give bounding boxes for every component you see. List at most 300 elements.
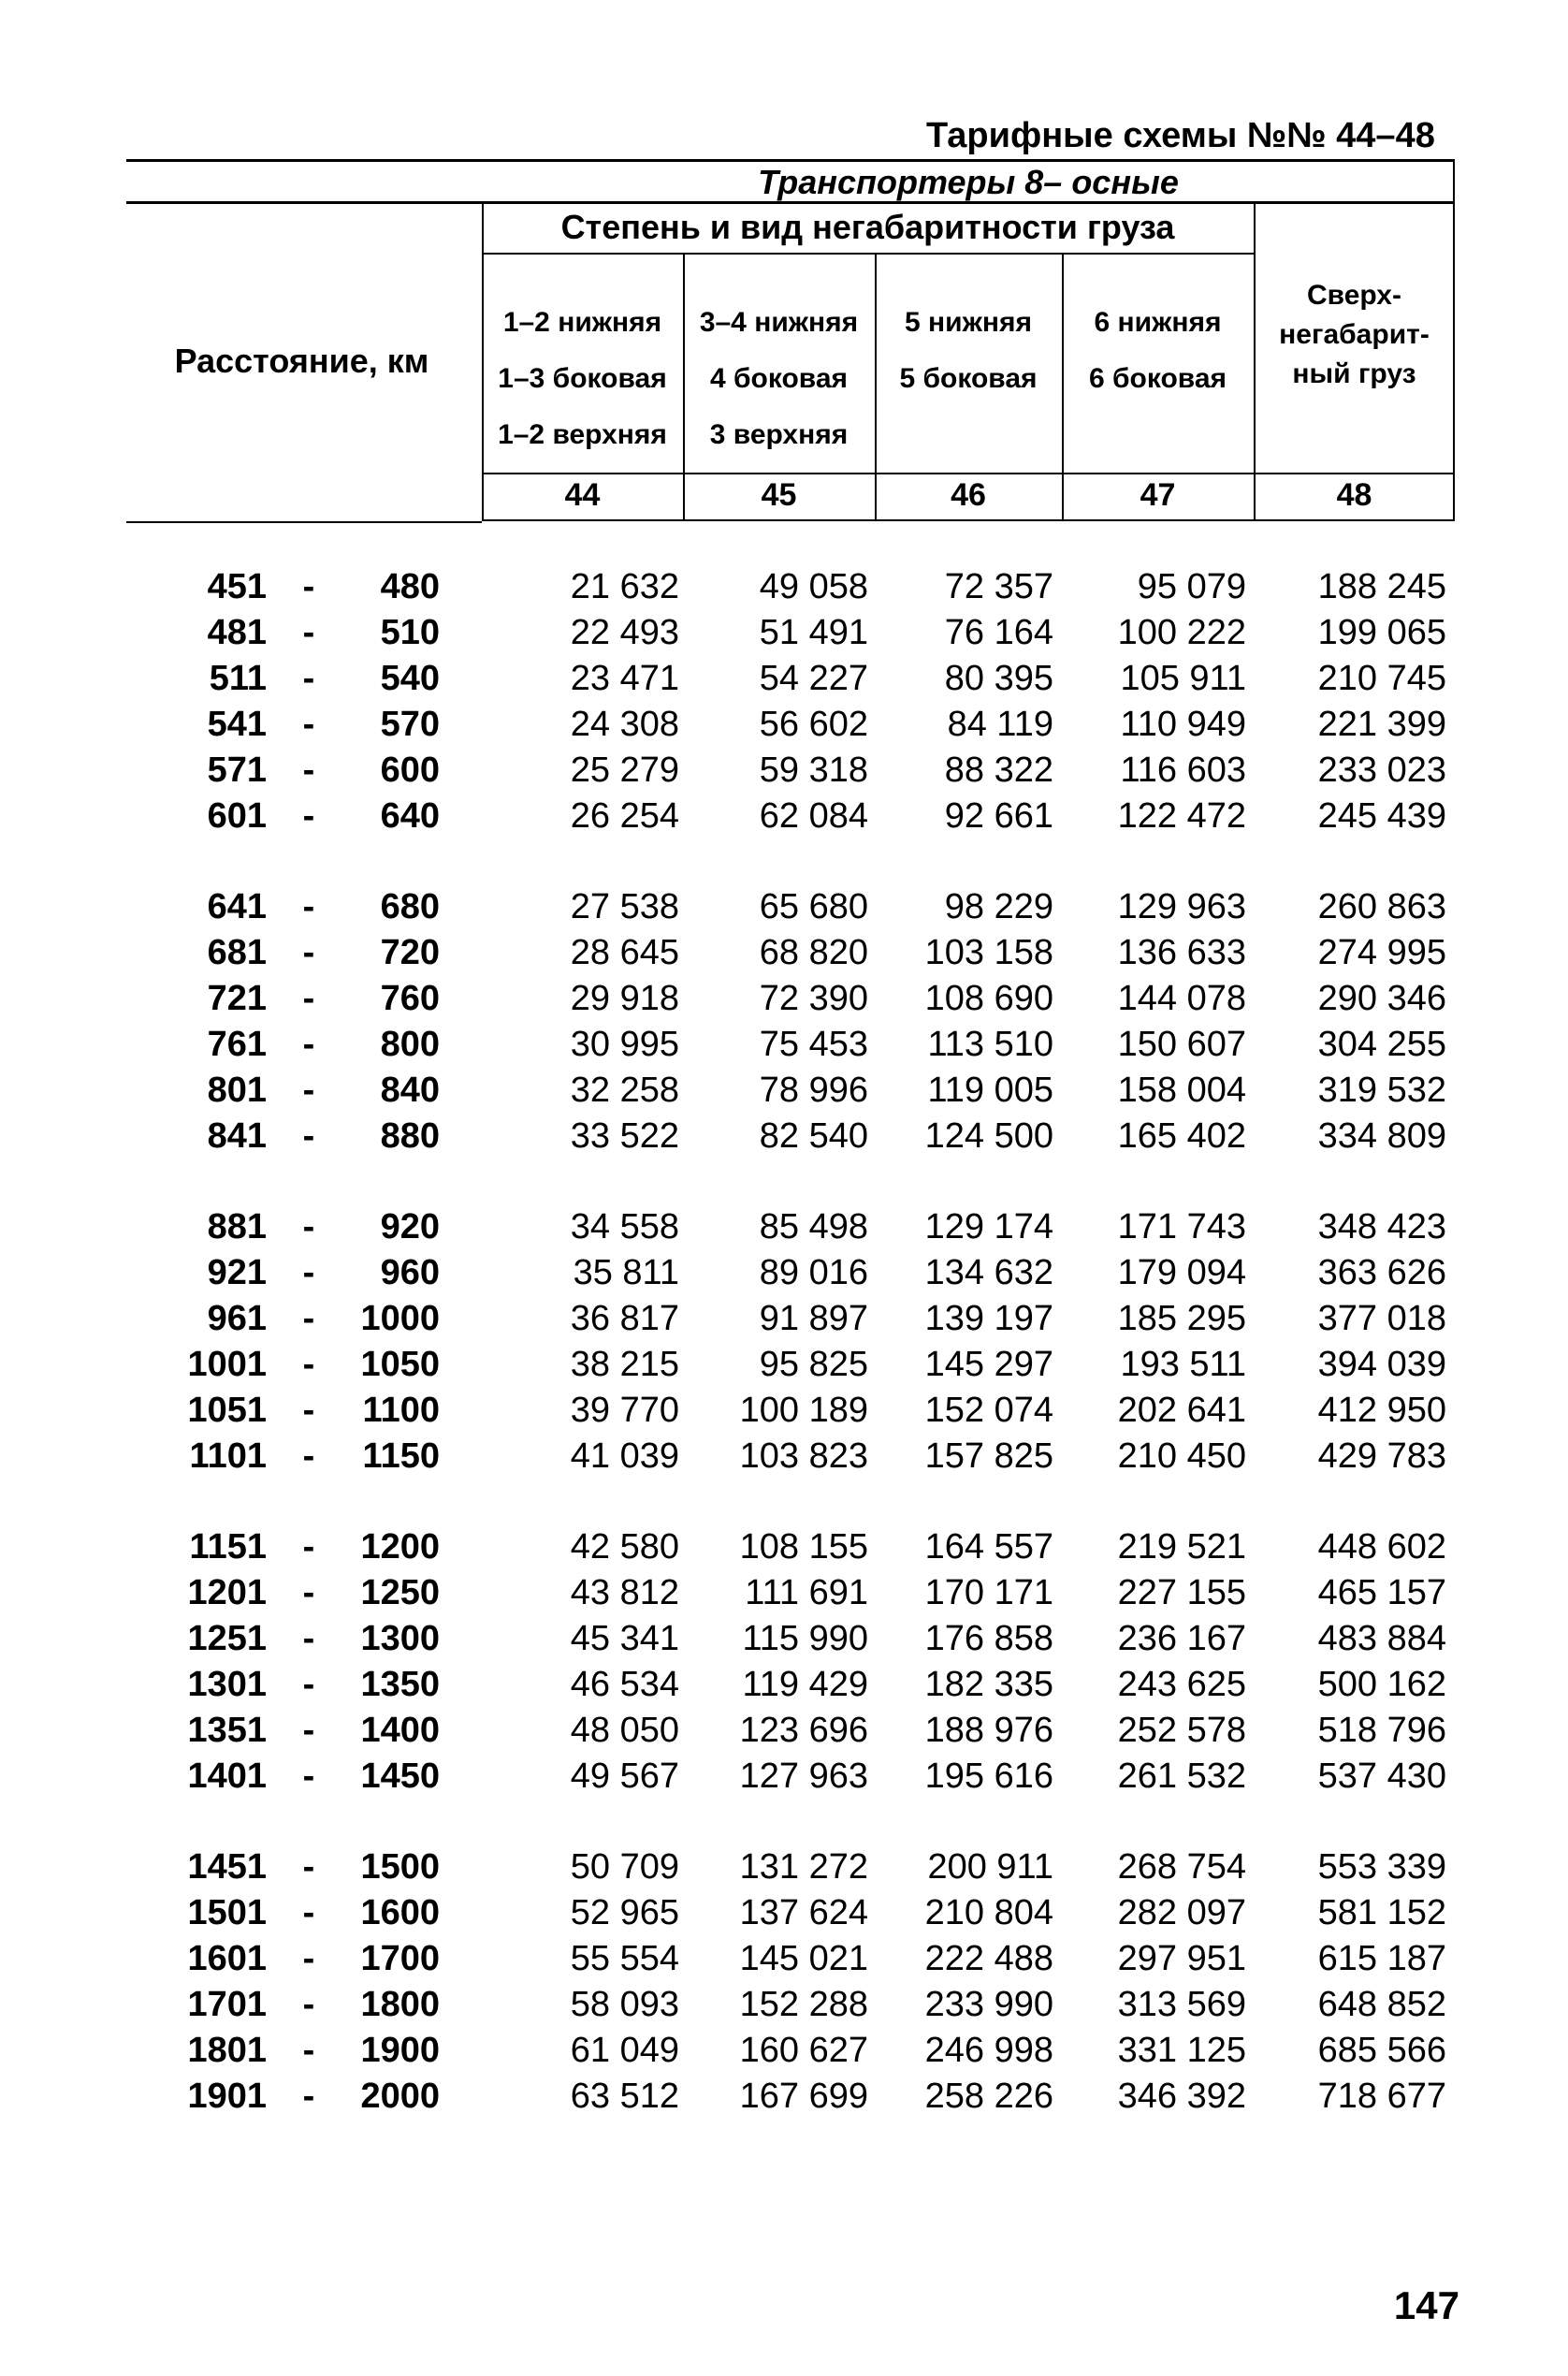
range-dash: - — [302, 1711, 315, 1750]
range-dash: - — [302, 567, 315, 606]
tariff-value-48: 553 339 — [1317, 1847, 1446, 1887]
distance-from: 641 — [207, 887, 267, 926]
tariff-value-48: 260 863 — [1317, 887, 1446, 926]
tariff-value-48: 518 796 — [1317, 1711, 1446, 1750]
tariff-value-44: 50 709 — [570, 1847, 679, 1887]
distance-to: 1600 — [360, 1893, 440, 1932]
range-dash: - — [302, 933, 315, 972]
distance-to: 680 — [380, 887, 440, 926]
range-dash: - — [302, 751, 315, 790]
subgroup-title: Степень и вид негабаритности груза — [560, 208, 1175, 246]
tariff-value-45: 127 963 — [739, 1756, 868, 1796]
distance-from: 481 — [207, 613, 267, 652]
table-row — [0, 1022, 1568, 1068]
tariff-value-48: 348 423 — [1317, 1207, 1446, 1246]
table-row — [0, 1068, 1568, 1114]
tariff-value-44: 28 645 — [570, 933, 679, 972]
tariff-value-45: 119 429 — [742, 1665, 868, 1704]
column-46-line-1: 5 нижняя — [905, 307, 1032, 338]
column-header-46 — [875, 295, 1062, 407]
tariff-value-47: 331 125 — [1117, 2031, 1246, 2070]
range-dash: - — [302, 1345, 315, 1384]
tariff-value-45: 115 990 — [742, 1619, 868, 1658]
tariff-value-47: 346 392 — [1117, 2077, 1246, 2116]
tariff-value-47: 210 450 — [1117, 1436, 1246, 1476]
column-47-line-1: 6 нижняя — [1094, 307, 1222, 338]
distance-from: 1051 — [187, 1391, 267, 1430]
tariff-value-47: 268 754 — [1117, 1847, 1246, 1887]
range-dash: - — [302, 1025, 315, 1064]
tariff-value-46: 188 976 — [924, 1711, 1053, 1750]
page-number: 147 — [1393, 2283, 1459, 2327]
tariff-value-44: 22 493 — [570, 613, 679, 652]
tariff-value-45: 137 624 — [739, 1893, 868, 1932]
tariff-value-46: 246 998 — [924, 2031, 1053, 2070]
table-row — [0, 1616, 1568, 1662]
tariff-value-44: 36 817 — [570, 1299, 679, 1338]
column-48-line-3: ный груз — [1292, 358, 1416, 389]
distance-from: 1201 — [187, 1573, 267, 1612]
tariff-value-45: 56 602 — [759, 705, 868, 744]
tariff-value-45: 72 390 — [759, 979, 868, 1018]
tariff-value-48: 363 626 — [1317, 1253, 1446, 1292]
table-row — [0, 702, 1568, 748]
distance-from: 511 — [209, 659, 267, 698]
tariff-value-47: 150 607 — [1117, 1025, 1246, 1064]
tariff-value-46: 152 074 — [924, 1391, 1053, 1430]
distance-from: 841 — [207, 1116, 267, 1156]
header-rule — [126, 521, 482, 523]
tariff-value-45: 59 318 — [759, 751, 868, 790]
tariff-value-45: 145 021 — [739, 1939, 868, 1978]
distance-from: 921 — [207, 1253, 267, 1292]
tariff-value-47: 236 167 — [1117, 1619, 1246, 1658]
tariff-value-46: 98 229 — [944, 887, 1053, 926]
tariff-value-45: 82 540 — [759, 1116, 868, 1156]
tariff-value-45: 160 627 — [739, 2031, 868, 2070]
header-rule — [482, 519, 1455, 521]
distance-from: 451 — [207, 567, 267, 606]
tariff-value-47: 100 222 — [1117, 613, 1246, 652]
range-dash: - — [302, 1847, 315, 1887]
table-row — [0, 1890, 1568, 1936]
distance-to: 1000 — [360, 1299, 440, 1338]
range-dash: - — [302, 1436, 315, 1476]
tariff-value-45: 131 272 — [739, 1847, 868, 1887]
distance-to: 1300 — [360, 1619, 440, 1658]
tariff-value-46: 210 804 — [924, 1893, 1053, 1932]
tariff-value-45: 49 058 — [759, 567, 868, 606]
tariff-value-48: 188 245 — [1317, 567, 1446, 606]
distance-from: 721 — [207, 979, 267, 1018]
tariff-value-46: 233 990 — [924, 1985, 1053, 2024]
column-number-48: 48 — [1336, 477, 1372, 513]
column-45-line-1: 3–4 нижняя — [699, 307, 859, 338]
tariff-value-47: 105 911 — [1120, 659, 1246, 698]
tariff-value-47: 144 078 — [1117, 979, 1246, 1018]
table-row — [0, 1982, 1568, 2028]
tariff-value-48: 334 809 — [1317, 1116, 1446, 1156]
tariff-value-44: 39 770 — [570, 1391, 679, 1430]
table-row — [0, 976, 1568, 1022]
header-divider — [1254, 201, 1256, 521]
tariff-value-44: 21 632 — [570, 567, 679, 606]
distance-from: 1501 — [187, 1893, 267, 1932]
column-48-line-1: Сверх- — [1306, 280, 1401, 311]
table-row — [0, 1250, 1568, 1296]
tariff-value-48: 221 399 — [1317, 705, 1446, 744]
distance-from: 601 — [207, 796, 267, 836]
tariff-value-47: 227 155 — [1117, 1573, 1246, 1612]
tariff-value-44: 42 580 — [570, 1527, 679, 1567]
header-rule — [482, 253, 1254, 255]
distance-from: 1701 — [187, 1985, 267, 2024]
tariff-value-47: 179 094 — [1117, 1253, 1246, 1292]
tariff-value-44: 46 534 — [570, 1665, 679, 1704]
tariff-value-44: 24 308 — [570, 705, 679, 744]
table-row — [0, 1296, 1568, 1342]
tariff-value-48: 319 532 — [1317, 1071, 1446, 1110]
range-dash: - — [302, 1527, 315, 1567]
distance-from: 801 — [207, 1071, 267, 1110]
distance-from: 881 — [207, 1207, 267, 1246]
table-row — [0, 1708, 1568, 1754]
distance-to: 800 — [380, 1025, 440, 1064]
distance-header: Расстояние, км — [174, 342, 429, 380]
tariff-value-48: 377 018 — [1317, 1299, 1446, 1338]
range-dash: - — [302, 1939, 315, 1978]
tariff-value-46: 258 226 — [924, 2077, 1053, 2116]
tariff-value-47: 202 641 — [1117, 1391, 1246, 1430]
distance-from: 1601 — [187, 1939, 267, 1978]
tariff-value-46: 182 335 — [924, 1665, 1053, 1704]
distance-to: 1250 — [360, 1573, 440, 1612]
distance-to: 880 — [380, 1116, 440, 1156]
tariff-value-47: 122 472 — [1117, 796, 1246, 836]
tariff-value-47: 297 951 — [1117, 1939, 1246, 1978]
tariff-value-44: 61 049 — [570, 2031, 679, 2070]
tariff-value-47: 116 603 — [1120, 751, 1246, 790]
table-row — [0, 748, 1568, 794]
column-header-44 — [482, 295, 683, 463]
header-divider — [875, 255, 877, 521]
tariff-value-44: 63 512 — [570, 2077, 679, 2116]
table-row — [0, 930, 1568, 976]
tariff-value-46: 80 395 — [944, 659, 1053, 698]
tariff-value-44: 38 215 — [570, 1345, 679, 1384]
tariff-value-45: 68 820 — [759, 933, 868, 972]
distance-to: 920 — [380, 1207, 440, 1246]
tariff-value-44: 48 050 — [570, 1711, 679, 1750]
tariff-value-44: 23 471 — [570, 659, 679, 698]
tariff-value-47: 136 633 — [1117, 933, 1246, 972]
tariff-value-48: 199 065 — [1317, 613, 1446, 652]
tariff-value-48: 718 677 — [1317, 2077, 1446, 2116]
tariff-value-47: 313 569 — [1117, 1985, 1246, 2024]
tariff-value-48: 448 602 — [1317, 1527, 1446, 1567]
table-row — [0, 1936, 1568, 1982]
range-dash: - — [302, 1985, 315, 2024]
tariff-value-45: 167 699 — [739, 2077, 868, 2116]
distance-from: 541 — [207, 705, 267, 744]
distance-to: 1400 — [360, 1711, 440, 1750]
tariff-value-46: 157 825 — [924, 1436, 1053, 1476]
tariff-value-44: 35 811 — [573, 1253, 679, 1292]
range-dash: - — [302, 1573, 315, 1612]
running-header: Тарифные схемы №№ 44–48 — [926, 116, 1435, 155]
column-46-line-2: 5 боковая — [899, 363, 1038, 394]
table-row — [0, 1662, 1568, 1708]
tariff-value-45: 91 897 — [759, 1299, 868, 1338]
tariff-value-48: 412 950 — [1317, 1391, 1446, 1430]
tariff-value-47: 243 625 — [1117, 1665, 1246, 1704]
range-dash: - — [302, 705, 315, 744]
table-row — [0, 1570, 1568, 1616]
distance-from: 1351 — [187, 1711, 267, 1750]
tariff-value-46: 195 616 — [924, 1756, 1053, 1796]
distance-to: 960 — [380, 1253, 440, 1292]
distance-from: 1301 — [187, 1665, 267, 1704]
tariff-value-48: 465 157 — [1317, 1573, 1446, 1612]
table-row — [0, 1754, 1568, 1800]
column-number-45: 45 — [761, 477, 797, 513]
distance-to: 2000 — [360, 2077, 440, 2116]
tariff-value-46: 170 171 — [924, 1573, 1053, 1612]
range-dash: - — [302, 1391, 315, 1430]
tariff-value-45: 111 691 — [745, 1573, 868, 1612]
tariff-value-47: 252 578 — [1117, 1711, 1246, 1750]
top-rule — [126, 159, 1455, 162]
tariff-value-47: 219 521 — [1117, 1527, 1246, 1567]
column-number-44: 44 — [564, 477, 601, 513]
distance-from: 1151 — [189, 1527, 267, 1567]
distance-to: 640 — [380, 796, 440, 836]
distance-from: 1401 — [187, 1756, 267, 1796]
distance-to: 1800 — [360, 1985, 440, 2024]
distance-from: 1251 — [187, 1619, 267, 1658]
column-45-line-2: 4 боковая — [709, 363, 849, 394]
tariff-value-46: 222 488 — [924, 1939, 1053, 1978]
table-row — [0, 1434, 1568, 1480]
header-divider — [1453, 159, 1455, 521]
range-dash: - — [302, 2077, 315, 2116]
distance-to: 1050 — [360, 1345, 440, 1384]
distance-to: 1700 — [360, 1939, 440, 1978]
distance-from: 1801 — [187, 2031, 267, 2070]
distance-to: 480 — [380, 567, 440, 606]
tariff-value-47: 158 004 — [1117, 1071, 1246, 1110]
range-dash: - — [302, 1207, 315, 1246]
range-dash: - — [302, 1299, 315, 1338]
table-row — [0, 884, 1568, 930]
tariff-value-47: 185 295 — [1117, 1299, 1246, 1338]
tariff-value-48: 581 152 — [1317, 1893, 1446, 1932]
tariff-value-44: 32 258 — [570, 1071, 679, 1110]
tariff-value-48: 429 783 — [1317, 1436, 1446, 1476]
tariff-value-48: 500 162 — [1317, 1665, 1446, 1704]
column-45-line-3: 3 верхняя — [709, 419, 849, 450]
tariff-value-48: 685 566 — [1317, 2031, 1446, 2070]
range-dash: - — [302, 659, 315, 698]
range-dash: - — [302, 796, 315, 836]
tariff-value-47: 110 949 — [1120, 705, 1246, 744]
tariff-value-46: 76 164 — [944, 613, 1053, 652]
distance-from: 1101 — [189, 1436, 267, 1476]
tariff-value-45: 103 823 — [739, 1436, 868, 1476]
tariff-value-44: 45 341 — [570, 1619, 679, 1658]
header-divider — [683, 255, 685, 521]
tariff-value-46: 124 500 — [924, 1116, 1053, 1156]
distance-to: 600 — [380, 751, 440, 790]
column-44-line-1: 1–2 нижняя — [502, 307, 662, 338]
tariff-value-48: 210 745 — [1317, 659, 1446, 698]
distance-to: 1900 — [360, 2031, 440, 2070]
column-47-line-2: 6 боковая — [1088, 363, 1227, 394]
range-dash: - — [302, 1253, 315, 1292]
range-dash: - — [302, 1665, 315, 1704]
distance-to: 840 — [380, 1071, 440, 1110]
tariff-value-45: 65 680 — [759, 887, 868, 926]
table-row — [0, 1524, 1568, 1570]
table-row — [0, 610, 1568, 656]
tariff-value-47: 95 079 — [1137, 567, 1246, 606]
tariff-value-45: 85 498 — [759, 1207, 868, 1246]
table-row — [0, 1114, 1568, 1159]
tariff-value-48: 648 852 — [1317, 1985, 1446, 2024]
column-number-47: 47 — [1140, 477, 1176, 513]
tariff-value-48: 233 023 — [1317, 751, 1446, 790]
tariff-value-47: 129 963 — [1117, 887, 1246, 926]
tariff-value-45: 62 084 — [759, 796, 868, 836]
table-row — [0, 1204, 1568, 1250]
tariff-value-45: 152 288 — [739, 1985, 868, 2024]
distance-from: 1901 — [187, 2077, 267, 2116]
tariff-value-45: 108 155 — [739, 1527, 868, 1567]
tariff-value-44: 43 812 — [570, 1573, 679, 1612]
distance-from: 1451 — [187, 1847, 267, 1887]
column-44-line-2: 1–3 боковая — [498, 363, 667, 394]
range-dash: - — [302, 2031, 315, 2070]
tariff-value-45: 51 491 — [759, 613, 868, 652]
range-dash: - — [302, 887, 315, 926]
tariff-value-44: 30 995 — [570, 1025, 679, 1064]
tariff-value-44: 34 558 — [570, 1207, 679, 1246]
table-row — [0, 2074, 1568, 2120]
range-dash: - — [302, 1756, 315, 1796]
tariff-value-44: 49 567 — [570, 1756, 679, 1796]
distance-to: 570 — [380, 705, 440, 744]
tariff-value-45: 95 825 — [759, 1345, 868, 1384]
range-dash: - — [302, 979, 315, 1018]
distance-from: 681 — [207, 933, 267, 972]
distance-to: 760 — [380, 979, 440, 1018]
tariff-value-45: 100 189 — [739, 1391, 868, 1430]
tariff-value-46: 134 632 — [924, 1253, 1053, 1292]
distance-to: 720 — [380, 933, 440, 972]
tariff-value-46: 129 174 — [924, 1207, 1053, 1246]
tariff-value-47: 282 097 — [1117, 1893, 1246, 1932]
column-header-45 — [683, 295, 875, 463]
tariff-value-44: 29 918 — [570, 979, 679, 1018]
column-header-47 — [1062, 295, 1254, 407]
tariff-value-44: 52 965 — [570, 1893, 679, 1932]
distance-to: 1450 — [360, 1756, 440, 1796]
tariff-value-46: 88 322 — [944, 751, 1053, 790]
tariff-value-44: 55 554 — [570, 1939, 679, 1978]
distance-to: 510 — [380, 613, 440, 652]
tariff-value-46: 176 858 — [924, 1619, 1053, 1658]
tariff-value-48: 615 187 — [1317, 1939, 1446, 1978]
distance-to: 1500 — [360, 1847, 440, 1887]
tariff-value-46: 113 510 — [927, 1025, 1053, 1064]
tariff-value-44: 33 522 — [570, 1116, 679, 1156]
tariff-value-46: 139 197 — [924, 1299, 1053, 1338]
distance-from: 1001 — [187, 1345, 267, 1384]
tariff-value-47: 193 511 — [1120, 1345, 1246, 1384]
tariff-value-46: 119 005 — [927, 1071, 1053, 1110]
range-dash: - — [302, 1116, 315, 1156]
range-dash: - — [302, 1071, 315, 1110]
table-row — [0, 1844, 1568, 1890]
tariff-value-48: 245 439 — [1317, 796, 1446, 836]
tariff-value-44: 27 538 — [570, 887, 679, 926]
tariff-value-46: 72 357 — [944, 567, 1053, 606]
range-dash: - — [302, 1893, 315, 1932]
tariff-value-45: 78 996 — [759, 1071, 868, 1110]
tariff-value-44: 26 254 — [570, 796, 679, 836]
range-dash: - — [302, 1619, 315, 1658]
header-divider — [482, 201, 484, 521]
distance-from: 961 — [207, 1299, 267, 1338]
distance-to: 1200 — [360, 1527, 440, 1567]
group-title: Транспортеры 8– осные — [758, 163, 1179, 201]
tariff-value-48: 537 430 — [1317, 1756, 1446, 1796]
tariff-value-44: 41 039 — [570, 1436, 679, 1476]
tariff-value-46: 164 557 — [924, 1527, 1053, 1567]
tariff-value-45: 89 016 — [759, 1253, 868, 1292]
distance-from: 571 — [207, 751, 267, 790]
tariff-value-44: 58 093 — [570, 1985, 679, 2024]
tariff-value-46: 108 690 — [924, 979, 1053, 1018]
tariff-value-46: 84 119 — [947, 705, 1053, 744]
tariff-value-46: 200 911 — [927, 1847, 1053, 1887]
tariff-value-44: 25 279 — [570, 751, 679, 790]
distance-to: 1100 — [362, 1391, 440, 1430]
header-divider — [1062, 255, 1064, 521]
column-48-line-2: негабарит- — [1279, 319, 1430, 350]
tariff-value-45: 54 227 — [759, 659, 868, 698]
column-header-48 — [1254, 276, 1455, 394]
table-row — [0, 794, 1568, 839]
table-row — [0, 1388, 1568, 1434]
header-rule — [126, 201, 1455, 204]
column-number-46: 46 — [951, 477, 986, 513]
table-row — [0, 564, 1568, 610]
column-44-line-3: 1–2 верхняя — [498, 419, 667, 450]
table-row — [0, 2028, 1568, 2074]
distance-from: 761 — [207, 1025, 267, 1064]
distance-to: 540 — [380, 659, 440, 698]
tariff-value-47: 165 402 — [1117, 1116, 1246, 1156]
tariff-value-46: 103 158 — [924, 933, 1053, 972]
tariff-value-45: 75 453 — [759, 1025, 868, 1064]
tariff-value-48: 304 255 — [1317, 1025, 1446, 1064]
tariff-value-48: 483 884 — [1317, 1619, 1446, 1658]
tariff-value-47: 261 532 — [1117, 1756, 1246, 1796]
tariff-value-45: 123 696 — [739, 1711, 868, 1750]
table-row — [0, 656, 1568, 702]
header-rule — [482, 473, 1455, 474]
